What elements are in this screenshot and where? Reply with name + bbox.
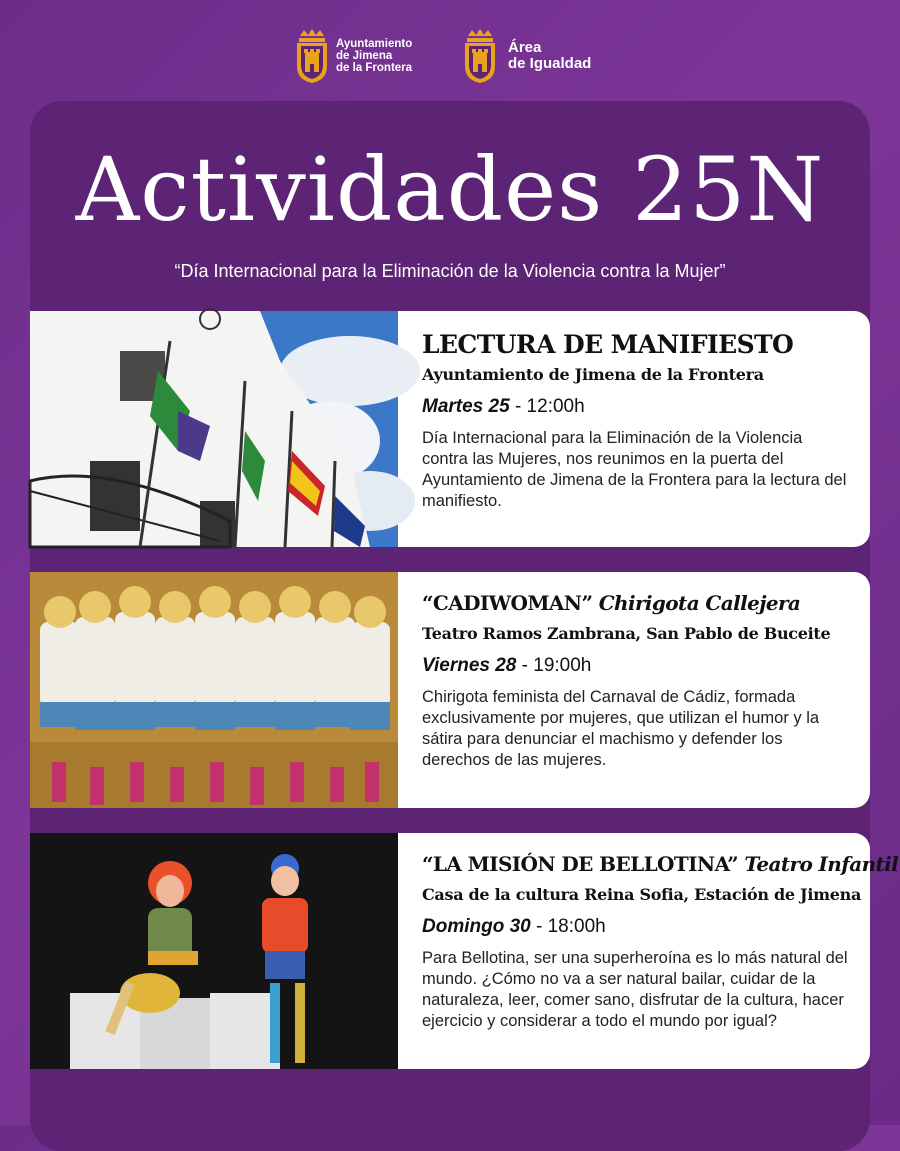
page-title: Actividades 25N — [75, 138, 825, 241]
logo-text-line: de Igualdad — [508, 55, 592, 72]
event-description: Chirigota feminista del Carnaval de Cádiz, formada exclusivamente por mujeres, que utilizan el humor y la sátira para denunciar el machismo y defender los derechos de las mujeres. — [422, 688, 820, 769]
logo-text-line: de Jimena — [336, 49, 393, 62]
crest-icon — [462, 28, 498, 84]
event-title: “LA MISIÓN DE BELLOTINA” Teatro Infantil — [422, 852, 899, 876]
chirigota-photo — [30, 572, 398, 808]
area-igualdad-logo — [462, 28, 591, 84]
event-description: Día Internacional para la Eliminación de la Violencia contra las Mujeres, nos reunimos en la puerta del Ayuntamiento de Jimena de la Frontera para la lectura del manifiesto. — [422, 428, 847, 510]
event-date: Domingo 30 - 18:00h — [422, 916, 606, 937]
event-place: Ayuntamiento de Jimena de la Frontera — [422, 364, 764, 384]
event-description: Para Bellotina, ser una superheroína es lo más natural del mundo. ¿Cómo no va a ser natural bailar, cuidar de la naturaleza, leer, comer sano, disfrutar de la cultura, hacer ejercicio y considerar a todo el mundo por igual? — [422, 949, 848, 1030]
event-title: LECTURA DE MANIFIESTO — [422, 330, 794, 359]
event-title: “CADIWOMAN” Chirigota Callejera — [422, 591, 801, 615]
header-logos — [0, 28, 900, 88]
ayuntamiento-logo — [294, 28, 412, 84]
bellotina-photo — [30, 833, 398, 1069]
event-card-manifiesto — [30, 311, 870, 547]
event-card-cadiwoman — [30, 572, 870, 808]
town-hall-photo — [30, 311, 398, 547]
logo-text-line: de la Frontera — [336, 62, 413, 75]
logo-text-line: Ayuntamiento — [336, 37, 413, 50]
event-card-bellotina — [30, 833, 899, 1069]
event-place: Teatro Ramos Zambrana, San Pablo de Buceite — [422, 624, 831, 643]
event-date: Viernes 28 - 19:00h — [422, 655, 592, 676]
event-place: Casa de la cultura Reina Sofia, Estación de Jimena — [422, 885, 862, 904]
page-subtitle: “Día Internacional para la Eliminación de la Violencia contra la Mujer” — [174, 261, 726, 281]
logo-text-line: Área — [508, 39, 542, 57]
event-date: Martes 25 - 12:00h — [422, 395, 585, 417]
crest-icon — [294, 28, 330, 84]
